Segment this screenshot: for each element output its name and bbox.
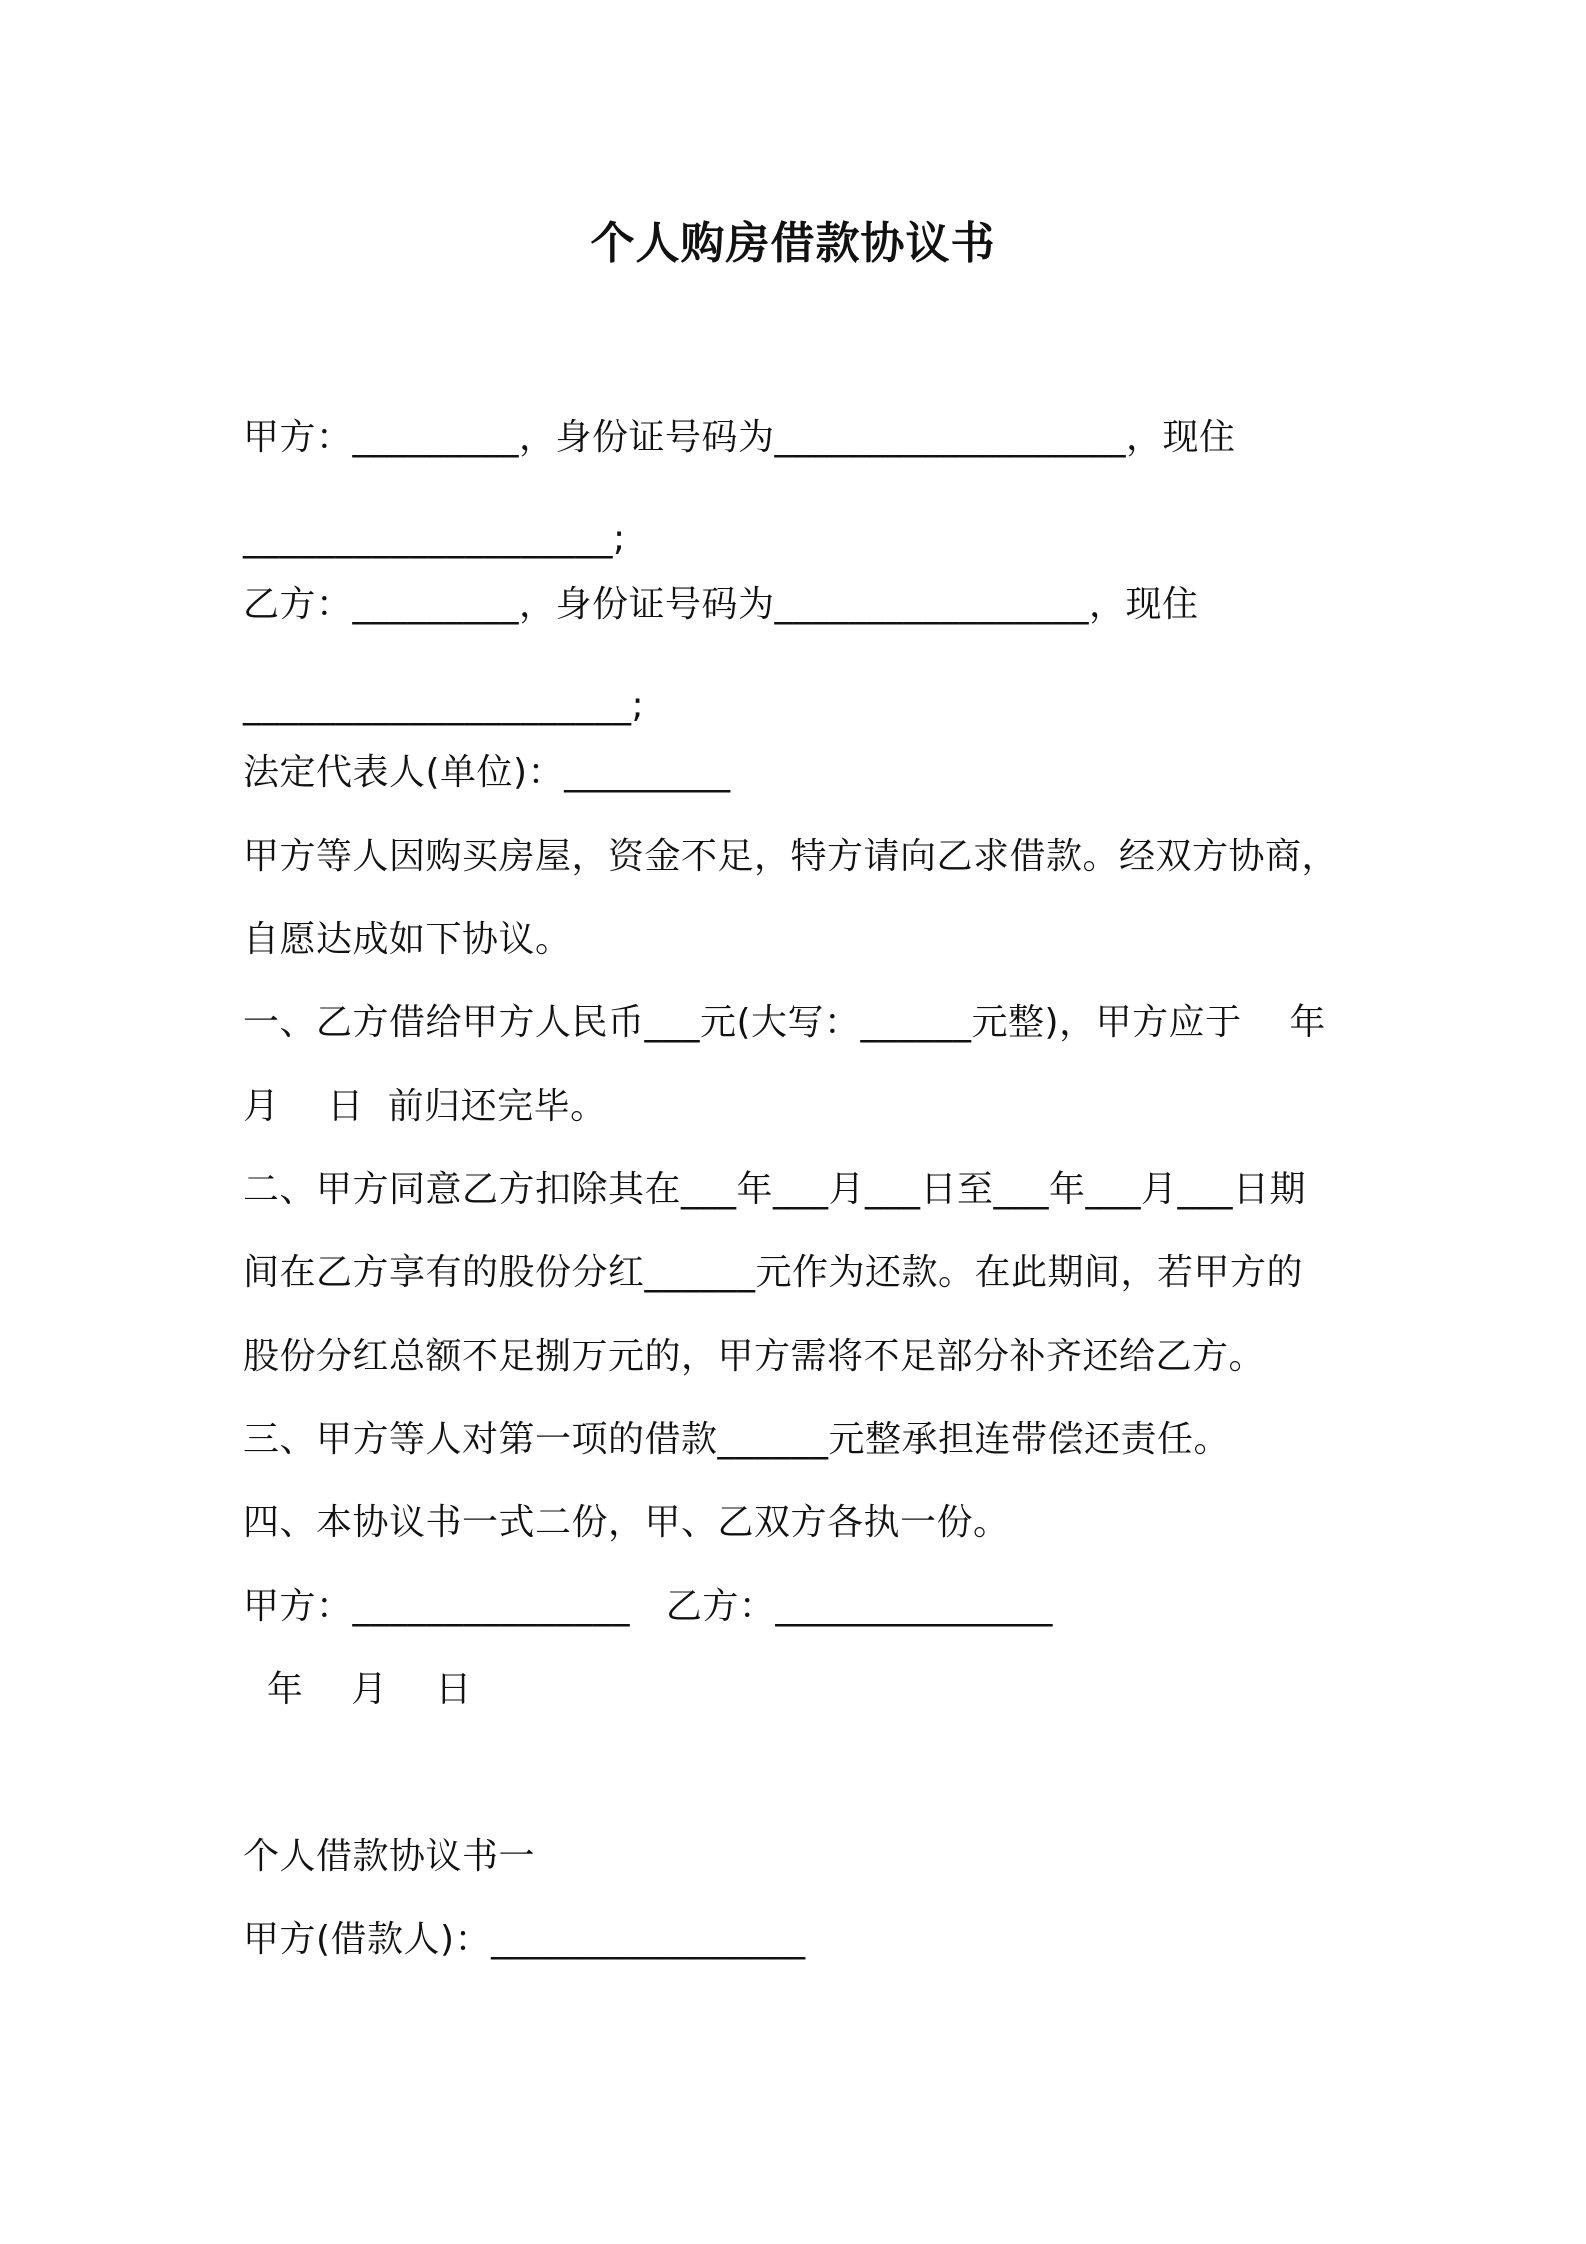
- date-line: 年 月 日: [243, 1669, 472, 1710]
- party-b-address-line: _____________________;: [243, 685, 645, 726]
- clause-3-line: 三、甲方等人对第一项的借款______元整承担连带偿还责任。: [243, 1419, 1231, 1460]
- preamble-line-1: 甲方等人因购买房屋，资金不足，特方请向乙求借款。经双方协商，: [243, 836, 1339, 877]
- clause-1-line-2: 月 日 前归还完毕。: [243, 1086, 607, 1127]
- clause-2-line-3: 股份分红总额不足捌万元的，甲方需将不足部分补齐还给乙方。: [243, 1336, 1266, 1377]
- preamble-line-2: 自愿达成如下协议。: [243, 919, 572, 960]
- clause-2-line-2: 间在乙方享有的股份分红______元作为还款。在此期间，若甲方的: [243, 1252, 1304, 1293]
- party-b-line: 乙方：_________，身份证号码为_________________，现住: [243, 584, 1199, 625]
- party-a-line: 甲方：_________，身份证号码为___________________，现住: [243, 417, 1236, 458]
- document-title: 个人购房借款协议书: [590, 218, 996, 269]
- borrower-line: 甲方(借款人)：_________________: [243, 1919, 806, 1960]
- signature-line: 甲方：_______________ 乙方：_______________: [243, 1586, 1053, 1627]
- section-heading: 个人借款协议书一: [243, 1836, 536, 1877]
- clause-4-line: 四、本协议书一式二份，甲、乙双方各执一份。: [243, 1502, 1010, 1543]
- clause-2-line-1: 二、甲方同意乙方扣除其在___年___月___日至___年___月___日期: [243, 1169, 1307, 1210]
- clause-1-line-1: 一、乙方借给甲方人民币___元(大写：______元整)，甲方应于 年: [243, 1002, 1326, 1043]
- party-a-address-line: ____________________;: [243, 518, 626, 559]
- legal-representative-line: 法定代表人(单位)：_________: [243, 752, 731, 793]
